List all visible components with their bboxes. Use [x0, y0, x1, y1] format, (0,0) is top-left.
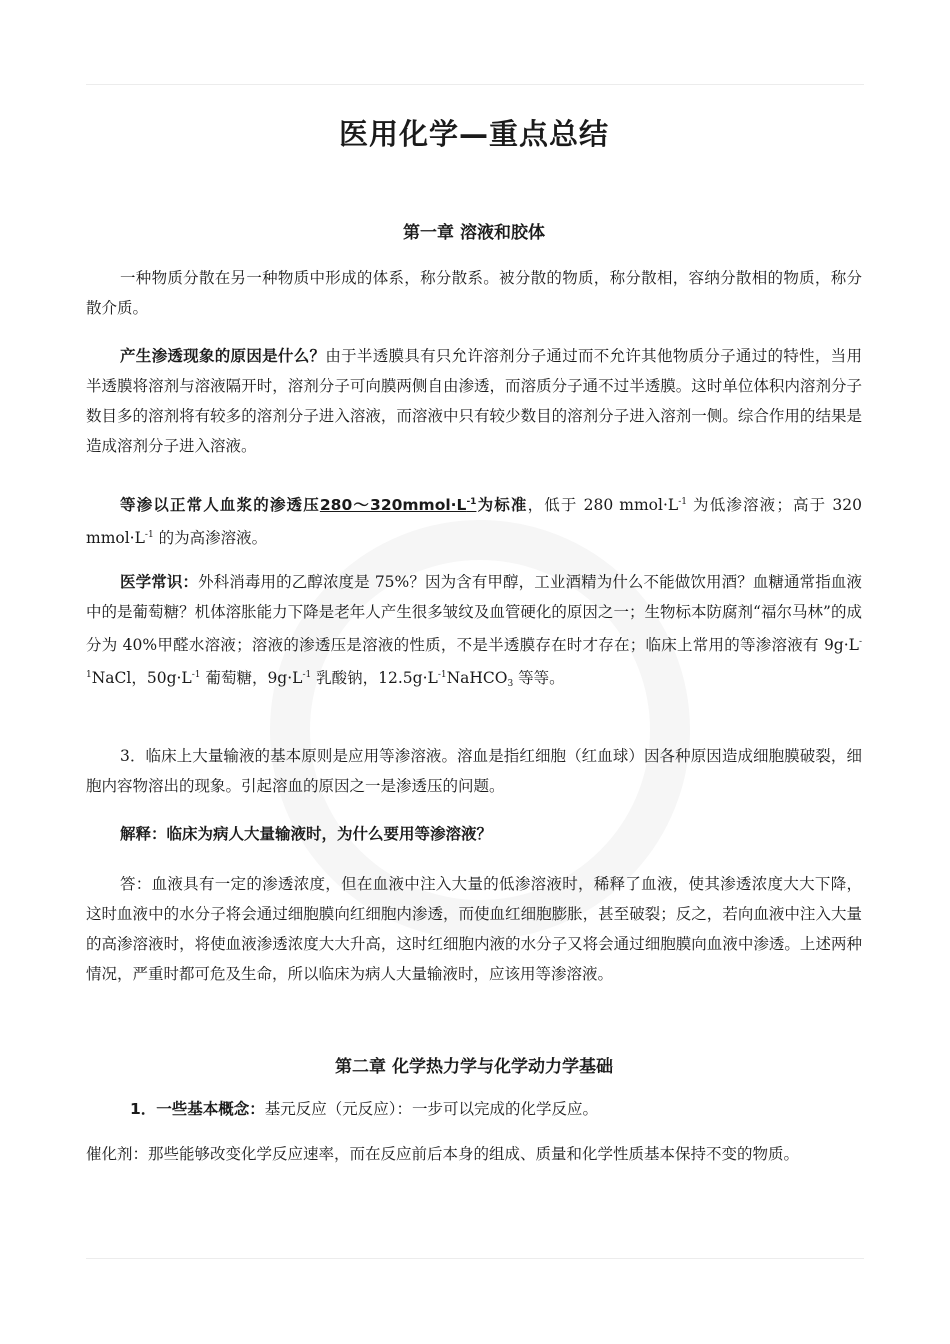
osmosis-question: 产生渗透现象的原因是什么？	[120, 347, 326, 365]
paragraph-explain-question: 解释：临床为病人大量输液时，为什么要用等渗溶液？	[120, 825, 493, 843]
isotonic-bold-lead: 等渗以正常人血浆的渗透压	[120, 496, 320, 514]
paragraph-basic-concepts: 1．一些基本概念：基元反应（元反应）：一步可以完成的化学反应。	[130, 1100, 599, 1118]
paragraph-osmosis-cause	[86, 341, 862, 461]
medical-knowledge-label: 医学常识：	[120, 573, 199, 591]
header-divider	[86, 84, 864, 85]
chapter-1-heading: 第一章 溶液和胶体	[403, 223, 545, 243]
isotonic-bold-tail: 为标准	[476, 496, 528, 514]
paragraph-answer: 答：血液具有一定的渗透浓度，但在血液中注入大量的低渗溶液时，稀释了血液，使其渗透浓度大大下降，这时血液中的水分子将会通过细胞膜向红细胞内渗透，而使血红细胞膨胀，甚至破裂；反之，若向血液中注入大量的高渗溶液时，将使血液渗透浓度大大升高，这时红细胞内液的水分子又将会通过细胞膜向血液中渗透。上述两种情况，严重时都可危及生命，所以临床为病人大量输液时，应该用等渗溶液。	[86, 875, 862, 983]
basic-concepts-label: 1．一些基本概念：	[130, 1100, 265, 1118]
isotonic-range: $280\sim 320mmol\cdot L^{-1}$	[319, 496, 477, 514]
paragraph-infusion-principle: 3．临床上大量输液的基本原则是应用等渗溶液。溶血是指红细胞（红血球）因各种原因造成细胞膜破裂，细胞内容物溶出的现象。引起溶血的原因之一是渗透压的问题。	[86, 747, 862, 795]
paragraph-medical-knowledge: 医学常识：外科消毒用的乙醇浓度是 75%？因为含有甲醇，工业酒精为什么不能做饮用酒？血糖通常指血液中的是葡萄糖？机体溶胀能力下降是老年人产生很多皱纹及血管硬化的原因之一；生物标本防腐剂“福尔马林”的成分为 40%甲醛水溶液；溶液的渗透压是溶液的性质，不是半透膜存在时才存在；临床上常用的等渗溶液有 $9g\cdot L^{-1}NaCl$，$50g\cdot L^{-1}$ 葡萄糖，$9g\cdot L^{-1}$ 乳酸钠，$12.5g\cdot L^{-1}NaHCO_3$ 等等。	[86, 573, 862, 689]
paragraph-catalyst: 催化剂：那些能够改变化学反应速率，而在反应前后本身的组成、质量和化学性质基本保持不变的物质。	[86, 1145, 800, 1163]
chapter-2-heading: 第二章 化学热力学与化学动力学基础	[335, 1057, 613, 1077]
paragraph-isotonic-standard: 等渗以正常人血浆的渗透压$280\sim 320mmol\cdot L^{-1}$为标准，低于 280 $mmol\cdot L^{-1}$ 为低渗溶液；高于 320 $mmol\cdot L^{-1}$ 的为高渗溶液。	[86, 496, 862, 547]
document-title: 医用化学—重点总结	[338, 117, 609, 151]
footer-divider	[86, 1258, 864, 1259]
osmosis-answer: 由于半透膜具有只允许溶剂分子通过而不允许其他物质分子通过的特性，当用半透膜将溶剂与溶液隔开时，溶剂分子可向膜两侧自由渗透，而溶质分子通不过半透膜。这时单位体积内溶剂分子数目多的溶剂将有较多的溶剂分子进入溶液，而溶液中只有较少数目的溶剂分子进入溶剂一侧。综合作用的结果是造成溶剂分子进入溶液。	[86, 347, 862, 455]
paragraph-dispersion-system: 一种物质分散在另一种物质中形成的体系，称分散系。被分散的物质，称分散相，容纳分散相的物质，称分散介质。	[86, 269, 862, 317]
